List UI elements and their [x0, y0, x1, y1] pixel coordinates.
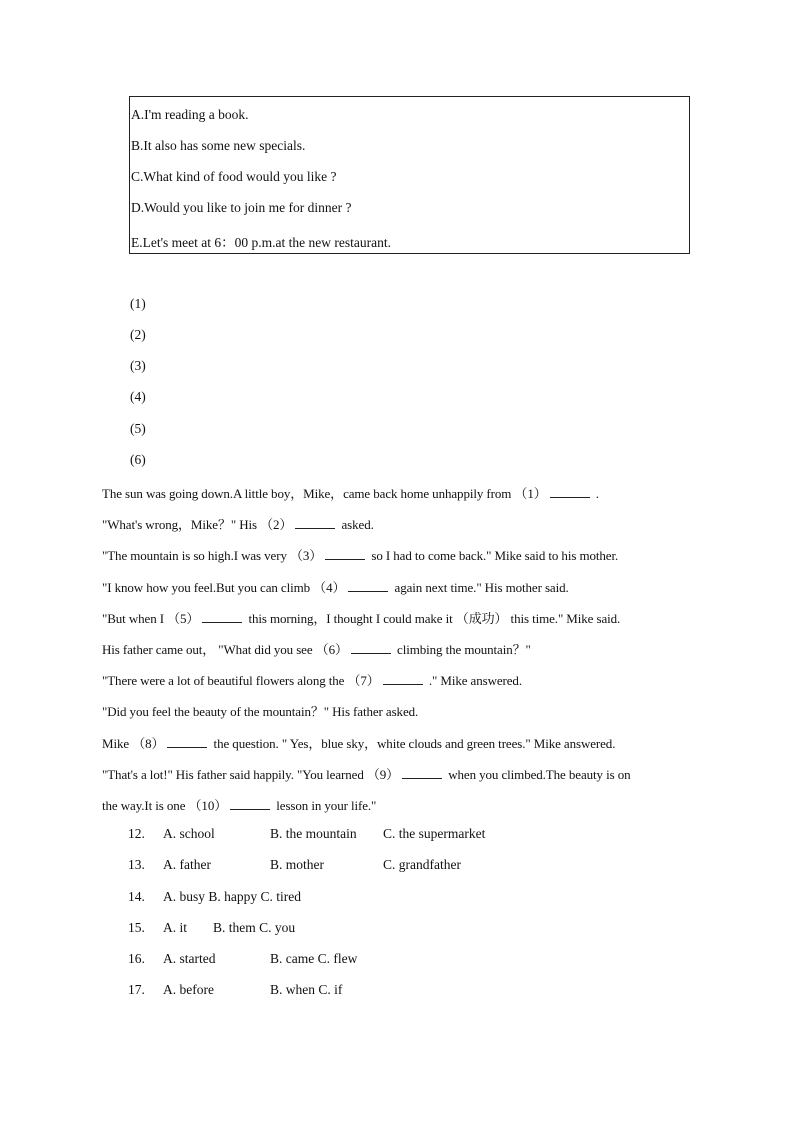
blank-line [230, 797, 270, 810]
answer-slot-6: (6) [130, 452, 146, 467]
blank-line [351, 641, 391, 654]
choices[interactable]: A. busy B. happy C. tired [163, 889, 301, 904]
choice-b[interactable]: B. them C. you [213, 920, 296, 935]
choice-c[interactable]: C. grandfather [383, 857, 461, 872]
choice-a[interactable]: A. school [163, 826, 215, 841]
choice-c[interactable]: C. the supermarket [383, 826, 486, 841]
question-16: 16. A. started B. came C. flew [128, 951, 358, 966]
choice-a[interactable]: A. father [163, 857, 211, 872]
choice-b[interactable]: B. the mountain [270, 826, 357, 841]
passage-line: "There were a lot of beautiful flowers along the （7） ." Mike answered. [102, 673, 522, 688]
option-e: E.Let's meet at 6：00 p.m.at the new restaurant. [131, 235, 391, 250]
answer-slot-5: (5) [130, 421, 146, 436]
passage-line: the way.It is one （10） lesson in your life." [102, 798, 377, 813]
question-14: 14. A. busy B. happy C. tired [128, 889, 301, 904]
answer-slot-4: (4) [130, 389, 146, 404]
option-a: A.I'm reading a book. [131, 107, 249, 122]
blank-line [167, 735, 207, 748]
answer-slot-3: (3) [130, 358, 146, 373]
question-17: 17. A. before B. when C. if [128, 982, 343, 997]
question-15: 15. A. it B. them C. you [128, 920, 296, 935]
option-d: D.Would you like to join me for dinner ? [131, 200, 352, 215]
passage-line: "What's wrong，Mike？" His （2） asked. [102, 517, 374, 532]
passage-line: "I know how you feel.But you can climb （4） again next time." His mother said. [102, 580, 569, 595]
choice-a[interactable]: A. started [163, 951, 216, 966]
blank-line [202, 610, 242, 623]
passage-line: "But when I （5） this morning，I thought I could make it （成功） this time." Mike said. [102, 611, 621, 626]
choice-b[interactable]: B. when C. if [270, 982, 343, 997]
blank-line [383, 672, 423, 685]
option-b: B.It also has some new specials. [131, 138, 306, 153]
blank-line [325, 547, 365, 560]
passage-line: The sun was going down.A little boy，Mike，came back home unhappily from （1） . [102, 486, 599, 501]
choice-b[interactable]: B. mother [270, 857, 324, 872]
choice-a[interactable]: A. it [163, 920, 188, 935]
passage-line: "That's a lot!" His father said happily. "You learned （9） when you climbed.The beauty is on [102, 767, 631, 782]
passage-line: "Did you feel the beauty of the mountain？" His father asked. [102, 704, 419, 719]
choice-b[interactable]: B. came C. flew [270, 951, 358, 966]
question-12: 12. A. school B. the mountain C. the supermarket [128, 826, 486, 841]
choice-a[interactable]: A. before [163, 982, 214, 997]
options-box [129, 96, 690, 254]
blank-line [348, 579, 388, 592]
passage-line: "The mountain is so high.I was very （3） so I had to come back." Mike said to his mother. [102, 548, 619, 563]
answer-slot-1: (1) [130, 296, 146, 311]
blank-line [295, 516, 335, 529]
option-c: C.What kind of food would you like ? [131, 169, 337, 184]
blank-line [550, 485, 590, 498]
passage-line: His father came out， "What did you see （6） climbing the mountain？" [102, 642, 531, 657]
blank-line [402, 766, 442, 779]
question-13: 13. A. father B. mother C. grandfather [128, 857, 461, 872]
passage-line: Mike （8） the question. " Yes，blue sky，white clouds and green trees." Mike answered. [102, 736, 616, 751]
answer-slot-2: (2) [130, 327, 146, 342]
